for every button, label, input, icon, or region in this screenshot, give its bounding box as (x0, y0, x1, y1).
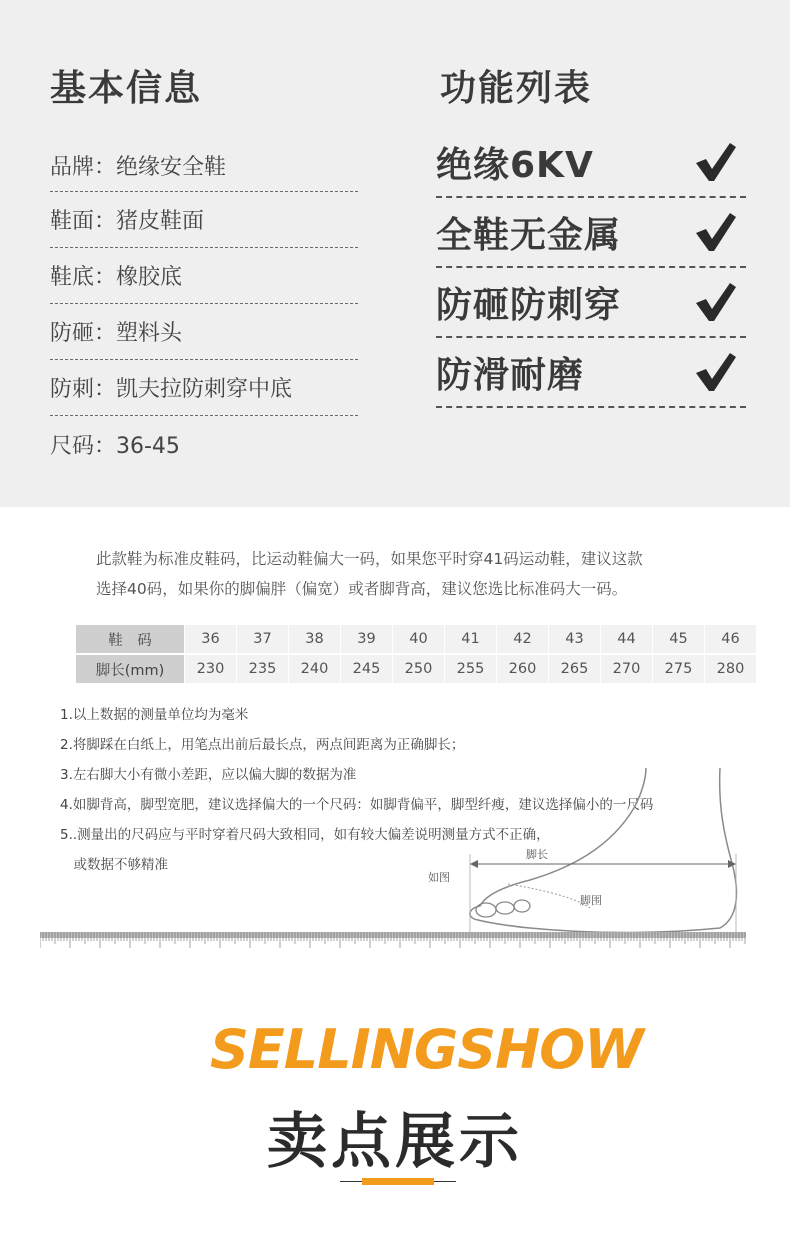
feature-item (436, 268, 746, 338)
feature-label: 绝缘6KV (436, 144, 594, 186)
feature-label: 防滑耐磨 (436, 354, 585, 396)
length-row-label: 脚长(mm) (76, 654, 185, 684)
size-cell: 46 (705, 625, 757, 654)
feature-item (436, 128, 746, 198)
foot-diagram (420, 768, 750, 948)
size-cell: 38 (289, 625, 341, 654)
length-row (76, 654, 756, 684)
features-heading: 功能列表 (440, 68, 593, 109)
basic-info-heading: 基本信息 (50, 68, 203, 109)
size-cell: 42 (497, 625, 549, 654)
step-item: 或数据不够精准 (60, 857, 168, 873)
length-cell: 265 (549, 654, 601, 684)
length-cell: 270 (601, 654, 653, 684)
accent-bar (362, 1178, 434, 1185)
info-row-midsole: 防刺：凯夫拉防刺穿中底 (50, 360, 358, 416)
length-cell: 260 (497, 654, 549, 684)
arch-curve (508, 884, 590, 908)
size-row (76, 625, 756, 654)
size-cell: 36 (185, 625, 237, 654)
toe-shape (476, 903, 496, 917)
size-note-line: 选择40码，如果你的脚偏胖（偏宽）或者脚背高，建议您选比标准码大一码。 (96, 580, 628, 598)
feature-item (436, 198, 746, 268)
features-list (436, 128, 746, 408)
length-cell: 250 (393, 654, 445, 684)
length-label: 脚长 (526, 848, 548, 861)
selling-title-en (210, 1018, 643, 1088)
basic-info-list (50, 140, 358, 472)
info-row-sole: 鞋底：橡胶底 (50, 248, 358, 304)
size-cell: 45 (653, 625, 705, 654)
toe-shape (514, 900, 530, 912)
length-cell: 255 (445, 654, 497, 684)
selling-en-text: SELLINGSHOW (210, 1018, 643, 1081)
length-cell: 230 (185, 654, 237, 684)
size-cell: 41 (445, 625, 497, 654)
check-icon (692, 139, 738, 185)
length-cell: 240 (289, 654, 341, 684)
size-cell: 40 (393, 625, 445, 654)
step-item: 4.如脚背高，脚型宽肥，建议选择偏大的一个尺码：如脚背偏平，脚型纤瘦，建议选择偏小的一尺码 (60, 797, 654, 813)
length-cell: 280 (705, 654, 757, 684)
check-icon (692, 349, 738, 395)
size-table (76, 625, 756, 684)
length-cell: 235 (237, 654, 289, 684)
length-cell: 245 (341, 654, 393, 684)
feature-item (436, 338, 746, 408)
foot-outline (470, 768, 737, 933)
info-row-size: 尺码：36-45 (50, 433, 180, 459)
feature-label: 防砸防刺穿 (436, 284, 622, 326)
girth-label: 脚围 (580, 894, 602, 907)
size-cell: 37 (237, 625, 289, 654)
size-note-line: 此款鞋为标准皮鞋码，比运动鞋偏大一码，如果您平时穿41码运动鞋，建议这款 (96, 550, 643, 568)
ruler (40, 932, 746, 948)
size-cell: 43 (549, 625, 601, 654)
length-cell: 275 (653, 654, 705, 684)
as-shown-label: 如图 (428, 871, 450, 884)
check-icon (692, 209, 738, 255)
info-row-upper: 鞋面：猪皮鞋面 (50, 192, 358, 248)
size-cell: 44 (601, 625, 653, 654)
step-item: 2.将脚踩在白纸上，用笔点出前后最长点，两点间距离为正确脚长； (60, 737, 465, 753)
info-row-brand: 品牌：绝缘安全鞋 (50, 140, 358, 192)
step-item: 5..测量出的尺码应与平时穿着尺码大致相同，如有较大偏差说明测量方式不正确， (60, 827, 550, 843)
arrow-head (470, 860, 478, 868)
step-item: 3.左右脚大小有微小差距，应以偏大脚的数据为准 (60, 767, 357, 783)
info-row-toecap: 防砸：塑料头 (50, 304, 358, 360)
feature-label: 全鞋无金属 (436, 214, 622, 256)
size-note (96, 544, 716, 604)
toe-shape (496, 902, 514, 914)
size-cell: 39 (341, 625, 393, 654)
check-icon (692, 279, 738, 325)
step-item: 1.以上数据的测量单位均为毫米 (60, 707, 249, 723)
selling-title-cn: 卖点展示 (267, 1107, 523, 1177)
size-row-label: 鞋 码 (76, 625, 185, 654)
